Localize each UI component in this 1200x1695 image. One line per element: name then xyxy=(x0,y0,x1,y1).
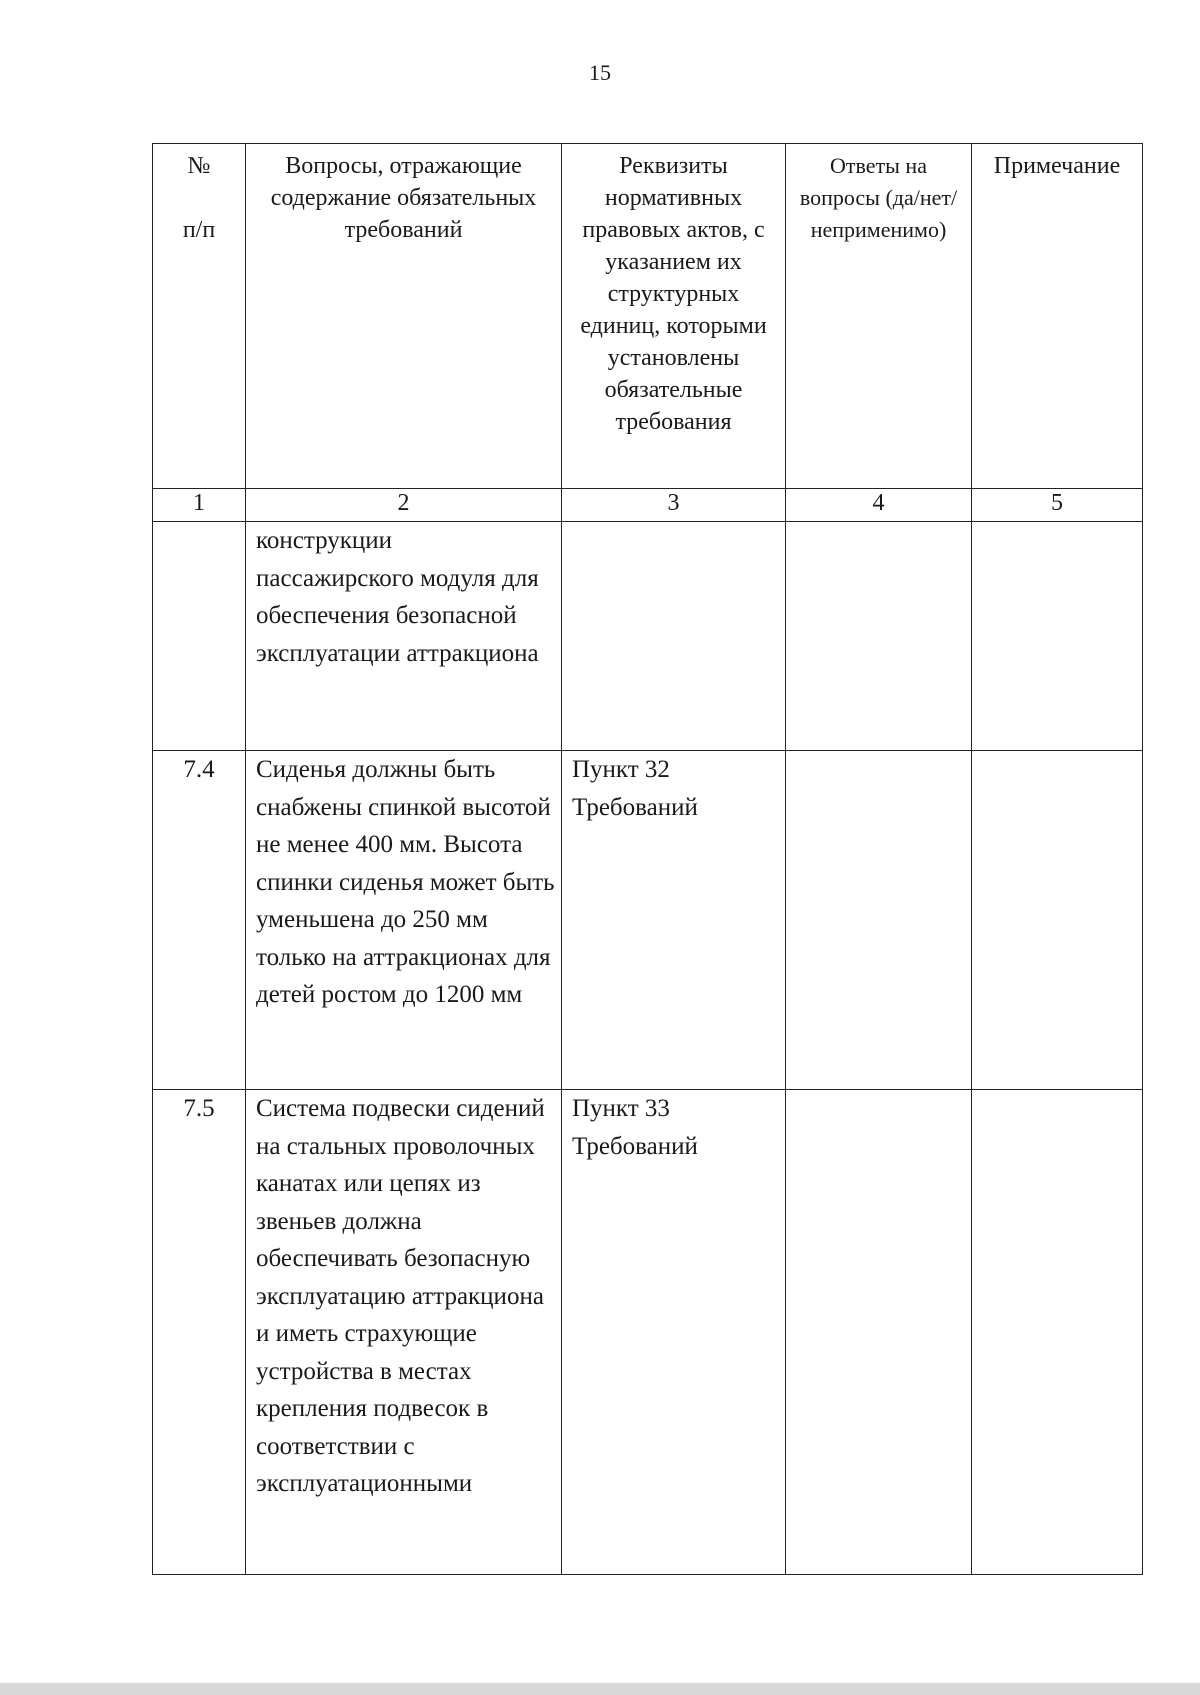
answer-cell xyxy=(786,751,972,1090)
requirements-table xyxy=(152,143,1143,1575)
column-number: 2 xyxy=(246,489,562,522)
column-number: 3 xyxy=(562,489,786,522)
page-number: 15 xyxy=(589,60,611,85)
answer-cell xyxy=(786,522,972,751)
question-cell: Система подвески сидений на стальных проволочных канатах или цепях из звеньев должна обеспечивать безопасную эксплуатацию аттракциона и иметь страхующие устройства в местах крепления подвесок в соответствии с эксплуатационными xyxy=(246,1090,562,1575)
reference-cell: Пункт 32 Требований xyxy=(562,751,786,1090)
column-number-row xyxy=(153,489,1143,522)
row-number-cell: 7.4 xyxy=(153,751,246,1090)
column-number: 4 xyxy=(786,489,972,522)
column-number: 1 xyxy=(153,489,246,522)
header-legal-references: Реквизиты нормативных правовых актов, с указанием их структурных единиц, которыми установлены обязательные требования xyxy=(562,144,786,489)
column-number: 5 xyxy=(972,489,1143,522)
scan-bottom-edge xyxy=(0,1683,1200,1695)
reference-cell xyxy=(562,522,786,751)
table-row xyxy=(153,1090,1143,1575)
table-row xyxy=(153,751,1143,1090)
table-row xyxy=(153,522,1143,751)
row-number-cell: 7.5 xyxy=(153,1090,246,1575)
answer-cell xyxy=(786,1090,972,1575)
note-cell xyxy=(972,1090,1143,1575)
row-number-cell xyxy=(153,522,246,751)
note-cell xyxy=(972,751,1143,1090)
question-cell: Сиденья должны быть снабжены спинкой высотой не менее 400 мм. Высота спинки сиденья может быть уменьшена до 250 мм только на аттракционах для детей ростом до 1200 мм xyxy=(246,751,562,1090)
reference-cell: Пункт 33 Требований xyxy=(562,1090,786,1575)
header-answers: Ответы на вопросы (да/нет/ неприменимо) xyxy=(786,144,972,489)
header-note: Примечание xyxy=(972,144,1143,489)
table-header-row xyxy=(153,144,1143,489)
note-cell xyxy=(972,522,1143,751)
question-cell: конструкции пассажирского модуля для обеспечения безопасной эксплуатации аттракциона xyxy=(246,522,562,751)
header-number: № п/п xyxy=(153,144,246,489)
header-questions: Вопросы, отражающие содержание обязательных требований xyxy=(246,144,562,489)
